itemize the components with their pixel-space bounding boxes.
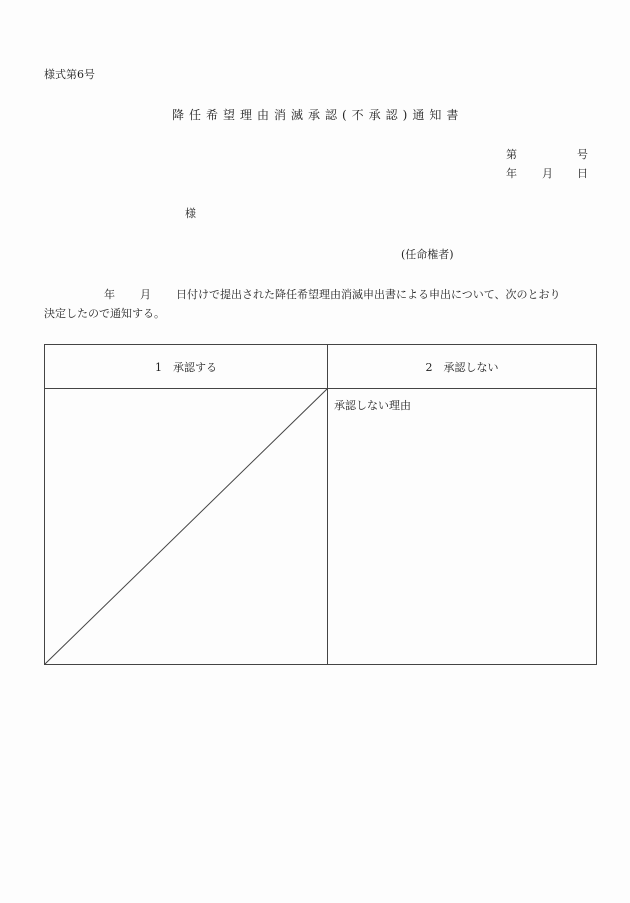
approve-cell bbox=[45, 389, 328, 665]
addressee-honorific: 様 bbox=[185, 207, 196, 220]
form-number: 様式第6号 bbox=[44, 68, 95, 81]
date-month: 月 bbox=[542, 167, 553, 180]
reject-reason-cell[interactable] bbox=[328, 389, 597, 665]
ref-no-prefix: 第 bbox=[506, 148, 517, 161]
reject-header: 2 承認しない bbox=[328, 345, 597, 389]
diagonal-strike-line bbox=[45, 389, 327, 664]
body-year: 年 bbox=[104, 288, 115, 301]
body-month: 月 bbox=[140, 288, 151, 301]
date-year: 年 bbox=[506, 167, 517, 180]
body-text-line1: 日付けで提出された降任希望理由消滅申出書による申出について、次のとおり bbox=[176, 288, 561, 301]
date-day: 日 bbox=[577, 167, 588, 180]
reject-reason-label: 承認しない理由 bbox=[334, 399, 411, 412]
ref-no-suffix: 号 bbox=[577, 148, 588, 161]
issuer-label: (任命権者) bbox=[401, 248, 454, 261]
decision-table bbox=[44, 344, 597, 665]
body-text-line2: 決定したので通知する。 bbox=[44, 307, 165, 320]
approve-header: 1 承認する bbox=[45, 345, 328, 389]
document-title: 降任希望理由消滅承認(不承認)通知書 bbox=[172, 108, 464, 122]
